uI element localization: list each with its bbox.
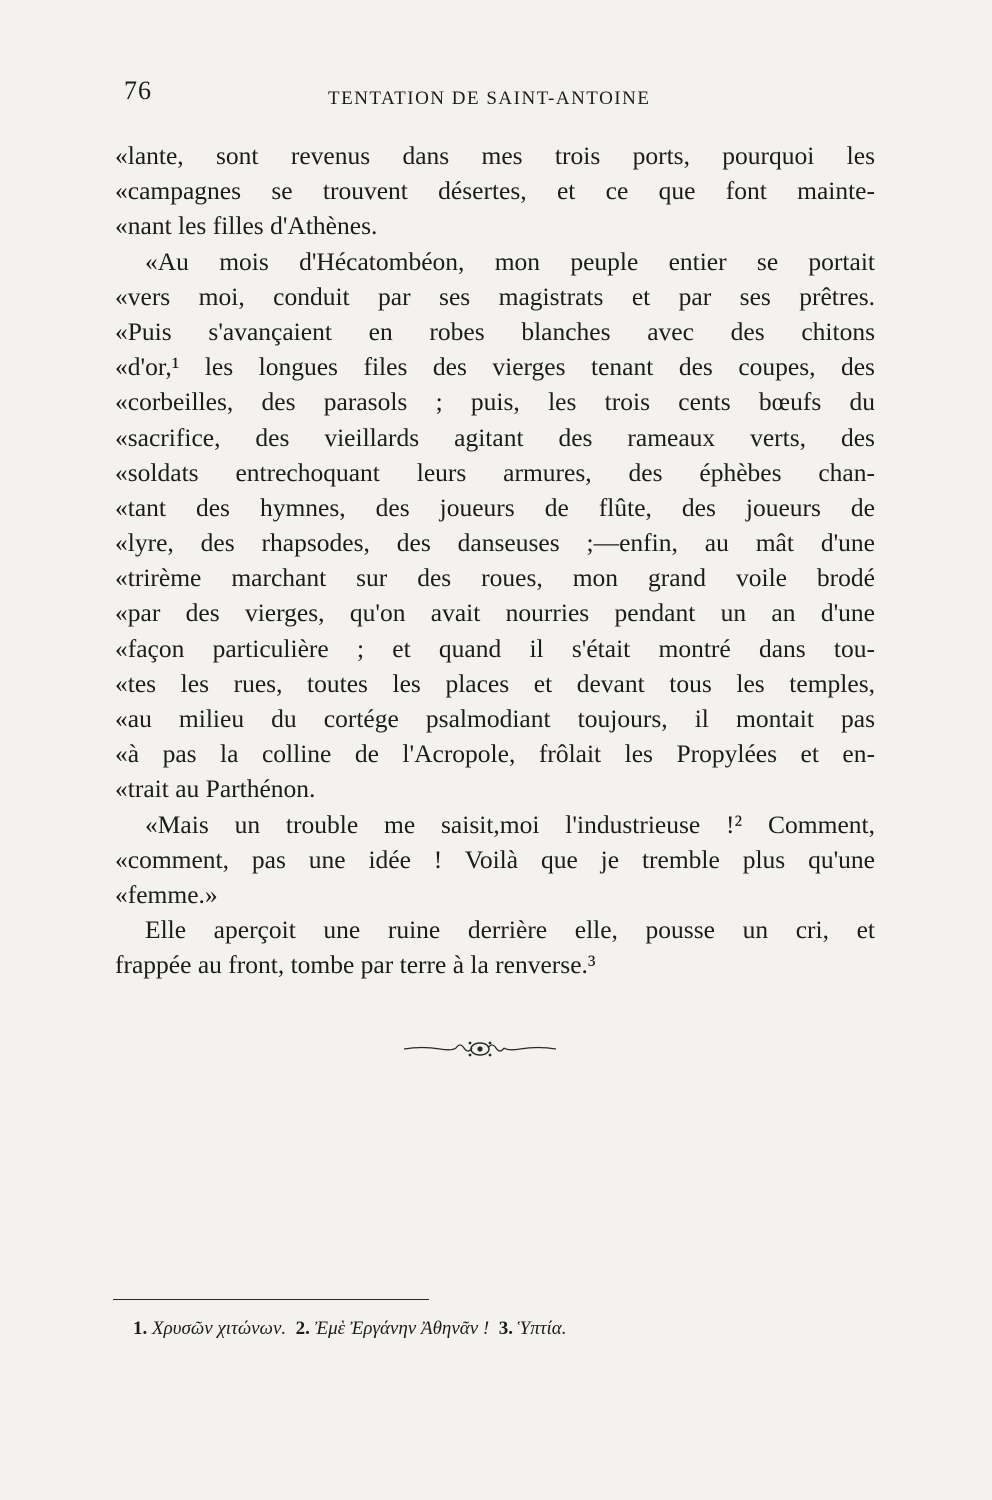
footnote-number: 3.	[498, 1318, 514, 1339]
text-line: «façon particulière ; et quand il s'était montré dans tou-	[115, 633, 875, 663]
text-line: «femme.»	[115, 879, 218, 909]
footnotes	[133, 1318, 567, 1340]
text-line: «trirème marchant sur des roues, mon grand voile brodé	[115, 563, 875, 593]
footnote-text: Ὑπτία.	[517, 1318, 567, 1339]
text-line: «par des vierges, qu'on avait nourries pendant un an d'une	[115, 598, 875, 628]
text-line: «lyre, des rhapsodes, des danseuses ;—enfin, au mât d'une	[115, 528, 875, 558]
text-line: «tes les rues, toutes les places et devant tous les temples,	[115, 668, 875, 698]
footnote-text: Χρυσῶν χιτώνων.	[152, 1318, 287, 1339]
text-line: «campagnes se trouvent désertes, et ce que font mainte-	[115, 176, 875, 206]
text-line: «d'or,¹ les longues files des vierges tenant des coupes, des	[115, 352, 875, 382]
text-line: «trait au Parthénon.	[115, 774, 316, 804]
text-line: «nant les filles d'Athènes.	[115, 211, 378, 241]
text-line: «Mais un trouble me saisit,moi l'industrieuse !² Comment,	[145, 809, 875, 839]
text-line: «vers moi, conduit par ses magistrats et par ses prêtres.	[115, 281, 875, 311]
text-line: «sacrifice, des vieillards agitant des rameaux verts, des	[115, 422, 875, 452]
text-line: «corbeilles, des parasols ; puis, les trois cents bœufs du	[115, 387, 875, 417]
text-line: «au milieu du cortége psalmodiant toujours, il montait pas	[115, 704, 875, 733]
body-text	[115, 138, 875, 983]
footnote-number: 2.	[295, 1318, 310, 1339]
ornament-divider	[400, 1036, 560, 1062]
text-line: «comment, pas une idée ! Voilà que je tremble plus qu'une	[115, 844, 875, 874]
running-title: TENTATION DE SAINT-ANTOINE	[328, 88, 651, 109]
text-line: «Au mois d'Hécatombéon, mon peuple entier se portait	[145, 246, 875, 276]
page-number: 76	[124, 76, 152, 105]
footnote-rule	[113, 1299, 429, 1300]
text-line: «lante, sont revenus dans mes trois ports, pourquoi les	[115, 141, 875, 170]
footnote-text: Ἐμὲ Ἐργάνην Ἀθηνᾶν !	[314, 1318, 490, 1339]
text-line: «tant des hymnes, des joueurs de flûte, des joueurs de	[115, 492, 875, 522]
text-line: Elle aperçoit une ruine derrière elle, pousse un cri, et	[145, 915, 875, 945]
text-line: «soldats entrechoquant leurs armures, des éphèbes chan-	[115, 457, 875, 487]
text-line: frappée au front, tombe par terre à la renverse.³	[115, 950, 596, 980]
text-line: «Puis s'avançaient en robes blanches avec des chitons	[115, 316, 875, 346]
text-line: «à pas la colline de l'Acropole, frôlait les Propylées et en-	[115, 739, 875, 769]
footnote-number: 1.	[133, 1318, 148, 1339]
